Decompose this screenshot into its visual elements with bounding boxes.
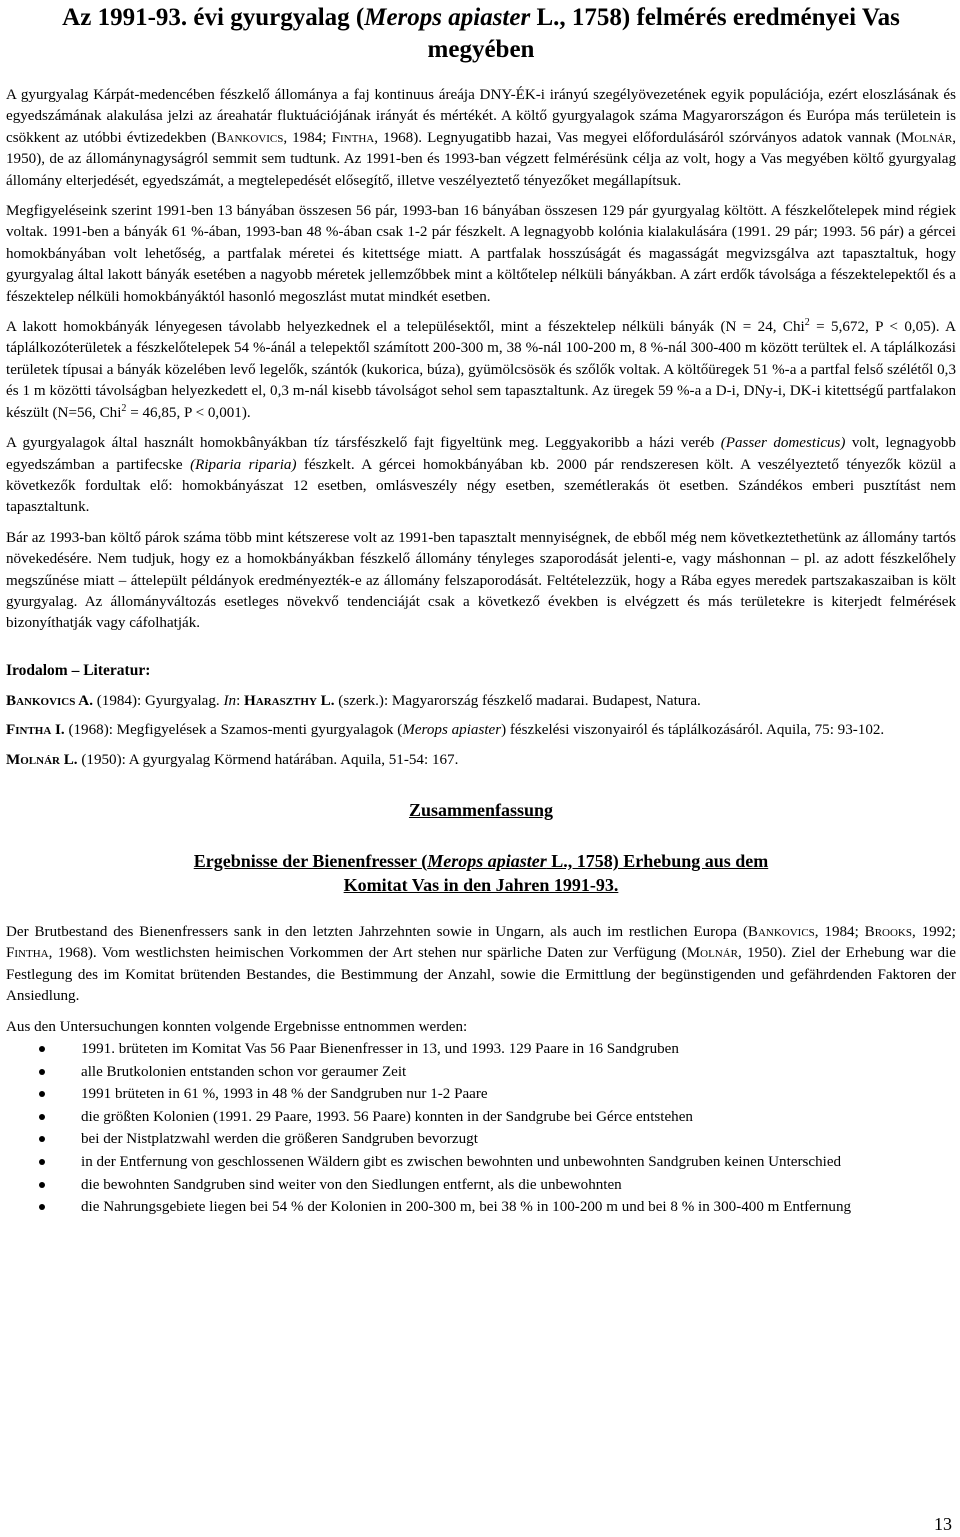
title-text-2: L., 1758) felmérés eredményei Vas bbox=[530, 4, 900, 31]
conclusion-paragraph: Bár az 1993-ban költő párok száma több mint kétszerese volt az 1991-ben tapasztalt mennyiségnek, de ebből még nem következtethetünk az állomány tartós növekedésére. Nem tudjuk, hogy ez a homokbányákban fészkelő állomány tényleges szaporodását jelenti-e, vagy máshonnan – pl. az adott fészkelőhely megszűnése miatt – áttelepült példányok eredményezték-e az állomány felszaporodását. Feltételezzük, hogy a Rába egyes meredek partszakaszaiban is költ gyurgyalag. Az állományváltozás esetleges növekvő tendenciáját csak a következő években is elvégzett és más területekre is kiterjedt felmérések bizonyíthatják vagy cáfolhatják. bbox=[6, 529, 956, 632]
title-text: Az 1991-93. évi gyurgyalag ( bbox=[62, 4, 365, 31]
title-line-2: megyében bbox=[427, 36, 535, 63]
results-paragraph: Megfigyeléseink szerint 1991-ben 13 bányában összesen 56 pár, 1993-ban 16 bányában összesen 129 pár gyurgyalag költött. A fészkelőtelepek mind régiek voltak. 1991-ben a bányák 61 %-ában, 1993-ban 48 %-ában csak 1-2 pár fészkelt. A legnagyobb kolónia kialakulására (1991. 29 pár; 1993. 56 pár) a gércei homokbányában volt lehetőség, a partfalak méretei és kitettsége miatt. A partfalak hosszúságát és magasságát megvizsgálva azt tapasztaltuk, hogy gyurgyalag által lakott bányák esetében a nagyobb méretek jellemzőbbek mint a költőtelep nélküli bányákban. A zárt erdők távolsága a fészektelepektől és a fészektelep nélküli homokbányáktól hasonló megoszlást mutat mindkét esetben. bbox=[6, 203, 956, 305]
summary-paragraph: Der Brutbestand des Bienenfressers sank in den letzten Jahrzehnten sowie in Ungarn, als auch im restlichen Europa (Bankovics, 1984; Brooks, 1992; Fintha, 1968). Vom westlichsten heimischen Vorkommen der Art stehen nur spärliche Daten zur Verfügung (Molnár, 1950). Ziel der Erhebung war die Festlegung des im Komitat brütenden Bestandes, die Bestimmung der Anzahl, sowie die Ermittlung der begünstigenden und gefährdenden Faktoren der Ansiedlung. bbox=[6, 923, 956, 1005]
summary-heading: Zusammenfassung bbox=[408, 799, 554, 820]
cobreeders-paragraph: A gyurgyalagok által használt homokbânyákban tíz társfészkelő fajt figyeltünk meg. Leggyakoribb a házi veréb (Passer domesticus) volt, legnagyobb egyedszámban a partifecske (Riparia riparia) fészkelt. A gércei homokbányában kb. 2000 pár rendszeresen költ. A veszélyeztető tényezők közül a következők fordultak elő: homokbányászat 12 esetben, omlásveszély négy esetben, szemétlerakás öt esetben. Szándékos emberi pusztítást nem tapasztaltunk. bbox=[6, 435, 956, 516]
reference-item: Fintha I. (1968): Megfigyelések a Szamos-menti gyurgyalagok (Merops apiaster) fészkelési viszonyairól és táplálkozásáról. Aquila, 75: 93-102. bbox=[6, 722, 885, 739]
list-item: die Nahrungsgebiete liegen bei 54 % der Kolonien in 200-300 m, bei 38 % in 100-200 m und bei 8 % in 300-400 m Entfernung bbox=[81, 1196, 956, 1219]
title-species: Merops apiaster bbox=[364, 4, 531, 31]
reference-item: Bankovics A. (1984): Gyurgyalag. In: Haraszthy L. (szerk.): Magyarország fészkelő madarai. Budapest, Natura. bbox=[6, 692, 701, 709]
distance-paragraph: A lakott homokbányák lényegesen távolabb helyezkednek el a településektől, mint a fészektelep nélküli bányák (N = 24, Chi$^2$ = 5,672, P < 0,05). A táplálkozóterületek a fészkelőtelepek 54 %-ánál a telepektől számított 200-300 m, 38 %-nál 100-200 m, 8 %-nál 300-400 m között terültek el. A táplálkozási területek típusai a bányák közelében levő legelők, szántók (kukorica, búza), gyümölcsösök és szőlők voltak. A költőüregek 51 %-a a partfal felső szélétől 0,3 és 1 m közötti távolságban helyezkedett el, 0,3 m-nál kisebb távolságot sehol sem tapasztaltunk. Az üregek 59 %-a a D-i, DNy-i, DK-i kitettségű partfalakon készült (N=56, Chi$^2$ = 46,85, P < 0,001). bbox=[6, 317, 956, 421]
list-item: die bewohnten Sandgruben sind weiter von den Siedlungen entfernt, als die unbewohnten bbox=[81, 1174, 956, 1197]
document-page bbox=[6, 0, 956, 1219]
references-heading: Irodalom – Literatur: bbox=[6, 661, 151, 679]
list-item: 1991 brüteten in 61 %, 1993 in 48 % der Sandgruben nur 1-2 Paare bbox=[81, 1083, 956, 1106]
list-item: die größten Kolonien (1991. 29 Paare, 1993. 56 Paare) konnten in der Sandgrube bei Gérce entstehen bbox=[81, 1106, 956, 1129]
list-item: in der Entfernung von geschlossenen Wäldern gibt es zwischen bewohnten und unbewohnten Sandgruben keinen Unterschied bbox=[81, 1151, 956, 1174]
list-item: alle Brutkolonien entstanden schon vor geraumer Zeit bbox=[81, 1061, 956, 1084]
summary-results-intro: Aus den Untersuchungen konnten volgende Ergebnisse entnommen werden: bbox=[6, 1018, 468, 1035]
page-number: 13 bbox=[934, 1514, 952, 1534]
list-item: 1991. brüteten im Komitat Vas 56 Paar Bienenfresser in 13, und 1993. 129 Paare in 16 Sandgruben bbox=[81, 1038, 956, 1061]
intro-paragraph: A gyurgyalag Kárpát-medencében fészkelő állománya a faj kontinuus áreája DNY-ÉK-i irányú szegélyövezetének egyik populációja, ezért eloszlásának és egyedszámának alakulása jelzi az áreahatár fluktuációjának irányát és mértékét. A költő gyurgyalagok száma Magyarországon és Európa más területein is csökkent az utóbbi évtizedekben (Bankovics, 1984; Fintha, 1968). Legnyugatibb hazai, Vas megyei előfordulásáról szórványos adatok vannak (Molnár, 1950), de az állománynagyságról semmit sem tudtunk. Az 1991-ben és 1993-ban végzett felmérésünk célja az volt, hogy a Vas megyében költő gyurgyalag állomány elterjedését, egyedszámát, a megtelepedését elősegítő, illetve veszélyeztető tényezőket megállapítsuk. bbox=[6, 87, 957, 189]
results-list bbox=[6, 1038, 956, 1219]
page-title bbox=[6, 2, 956, 66]
reference-item: Molnár L. (1950): A gyurgyalag Körmend határában. Aquila, 51-54: 167. bbox=[6, 751, 459, 768]
list-item: bei der Nistplatzwahl werden die größeren Sandgruben bevorzugt bbox=[81, 1128, 956, 1151]
summary-subtitle: Ergebnisse der Bienenfresser (Merops apiaster L., 1758) Erhebung aus dem Komitat Vas in den Jahren 1991-93. bbox=[193, 850, 769, 895]
